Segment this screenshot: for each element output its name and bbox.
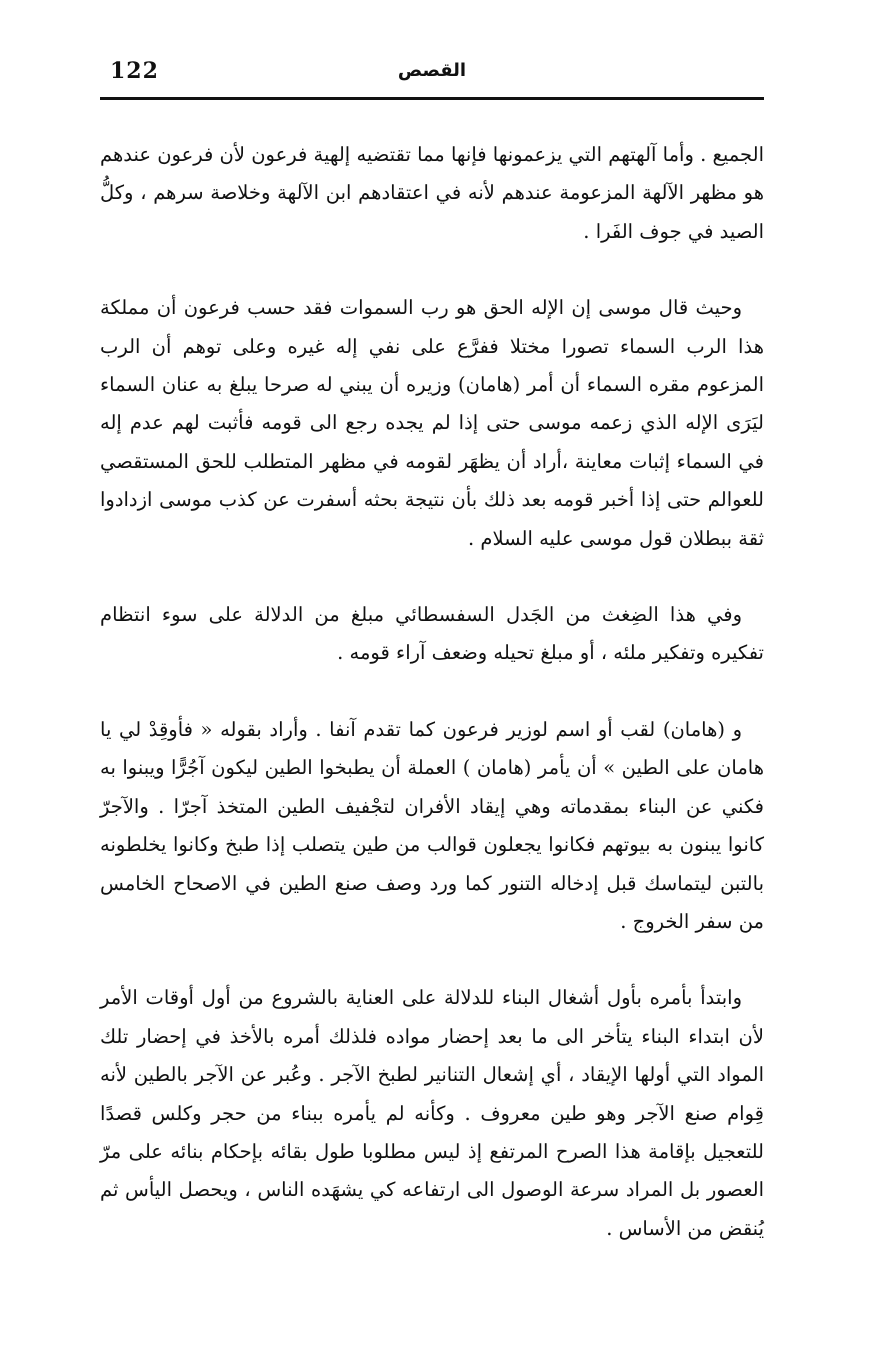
- paragraph-3: وفي هذا الضِغث من الجَدل السفسطائي مبلغ من الدلالة على سوء انتظام تفكيره وتفكير ملئه ، أو مبلغ تحيله وضعف آراء قومه .: [100, 603, 764, 665]
- page-number: 122: [110, 58, 159, 84]
- body-text: [100, 136, 764, 1286]
- header-rule: [100, 97, 764, 100]
- paragraph-2: وحيث قال موسى إن الإله الحق هو رب السموات فقد حسب فرعون أن مملكة هذا الرب السماء تصورا مختلا ففرَّع على نفي إله غيره وعلى توهم أن الرب المزعوم مقره السماء أن أمر (هامان) وزيره أن يبني له صرحا يبلغ به عنان السماء ليَرَى الإله الذي زعمه موسى حتى إذا لم يجده رجع الى قومه فأثبت لهم عدم إله في السماء إثبات معاينة ،أراد أن يظهَر لقومه في مظهر المتطلب للحق المستقصي للعوالم حتى إذا أخبر قومه بعد ذلك بأن نتيجة بحثه أسفرت عن كذب موسى ازدادوا ثقة ببطلان قول موسى عليه السلام .: [100, 296, 764, 550]
- paragraph-4: و (هامان) لقب أو اسم لوزير فرعون كما تقدم آنفا . وأراد بقوله « فأوقِدْ لي يا هامان على الطين » أن يأمر (هامان ) العملة أن يطبخوا الطين ليكون آجُرًّا ويبنوا به فكني عن البناء بمقدماته وهي إيقاد الأفران لتجْفيف الطين المتخذ آجرّا . والآجرّ كانوا يبنون به بيوتهم فكانوا يجعلون قوالب من طين يتصلب إذا طبخ وكانوا يخلطونه بالتبن ليتماسك قبل إدخاله التنور كما ورد وصف صنع الطين في الاصحاح الخامس من سفر الخروج .: [100, 717, 764, 933]
- paragraph-5: وابتدأ بأمره بأول أشغال البناء للدلالة على العناية بالشروع من أول أوقات الأمر لأن ابتداء البناء يتأخر الى ما بعد إحضار مواده فلذلك أمره بالأخذ في إحضار تلك المواد التي أولها الإيقاد ، أي إشعال التنانير لطبخ الآجر . وعُبر عن الآجر بالطين لأنه قِوام صنع الآجر وهو طين معروف . وكأنه لم يأمره ببناء من حجر وكلس قصدًا للتعجيل بإقامة هذا الصرح المرتفع إذ ليس مطلوبا طول بقائه بإحكام بنائه على مرّ العصور بل المراد سرعة الوصول الى ارتفاعه كي يشهَده الناس ، ويحصل اليأس ثم يُنقض من الأساس .: [100, 986, 764, 1240]
- page-header: [100, 58, 764, 90]
- running-title: القصص: [397, 60, 467, 81]
- paragraph-1: الجميع . وأما آلهتهم التي يزعمونها فإنها مما تقتضيه إلهية فرعون لأن فرعون عندهم هو مظهر الآلهة المزعومة عندهم لأنه في اعتقادهم ابن الآلهة وخلاصة سرهم ، وكلُّ الصيد في جوف الفَرا .: [100, 143, 764, 243]
